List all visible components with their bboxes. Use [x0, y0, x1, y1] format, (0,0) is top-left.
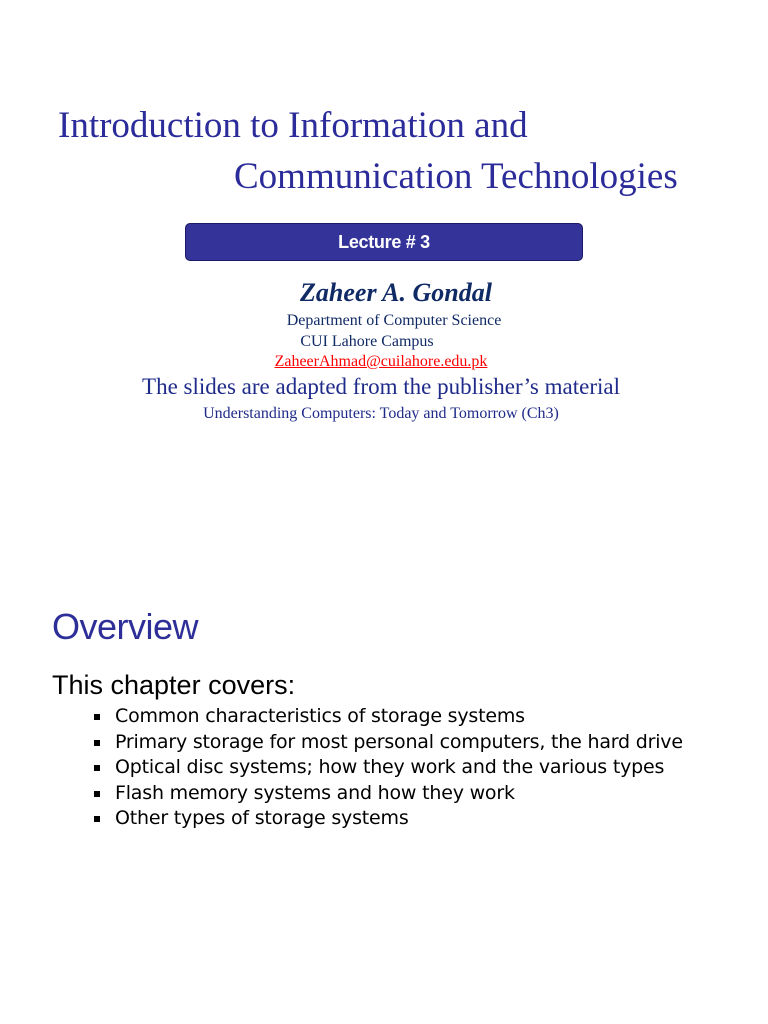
- list-item: [92, 806, 683, 832]
- list-item-text: Flash memory systems and how they work: [115, 781, 515, 804]
- square-bullet-icon: [94, 714, 100, 720]
- overview-slide: [0, 560, 768, 860]
- list-item: [92, 781, 683, 807]
- list-item: [92, 730, 683, 756]
- list-item-text: Other types of storage systems: [115, 807, 409, 829]
- square-bullet-icon: [94, 791, 100, 797]
- topics-list: [92, 704, 683, 832]
- square-bullet-icon: [94, 816, 100, 822]
- list-item: [92, 755, 683, 781]
- square-bullet-icon: [94, 740, 100, 746]
- list-item-text: Common characteristics of storage systems: [115, 705, 525, 727]
- overview-title: Overview: [52, 606, 199, 647]
- slide-title-line-2: Communication Technologies: [234, 156, 678, 197]
- lecture-banner: [185, 223, 583, 261]
- list-item: [92, 704, 683, 730]
- book-reference: Understanding Computers: Today and Tomorrow (Ch3): [203, 405, 559, 422]
- author-name: Zaheer A. Gondal: [300, 278, 492, 307]
- lecture-label: Lecture # 3: [338, 231, 430, 252]
- list-item-text: Primary storage for most personal computers, the hard drive: [115, 730, 683, 753]
- department-text: Department of Computer Science: [286, 312, 502, 329]
- square-bullet-icon: [94, 765, 100, 771]
- email-link[interactable]: ZaheerAhmad@cuilahore.edu.pk: [274, 353, 488, 370]
- slide-title-line-1: Introduction to Information and: [58, 105, 528, 146]
- campus-text: CUI Lahore Campus: [300, 333, 434, 350]
- chapter-intro: This chapter covers:: [52, 670, 296, 700]
- list-item-text: Optical disc systems; how they work and the various types: [115, 756, 665, 778]
- adapted-note: The slides are adapted from the publisher’s material: [142, 374, 620, 399]
